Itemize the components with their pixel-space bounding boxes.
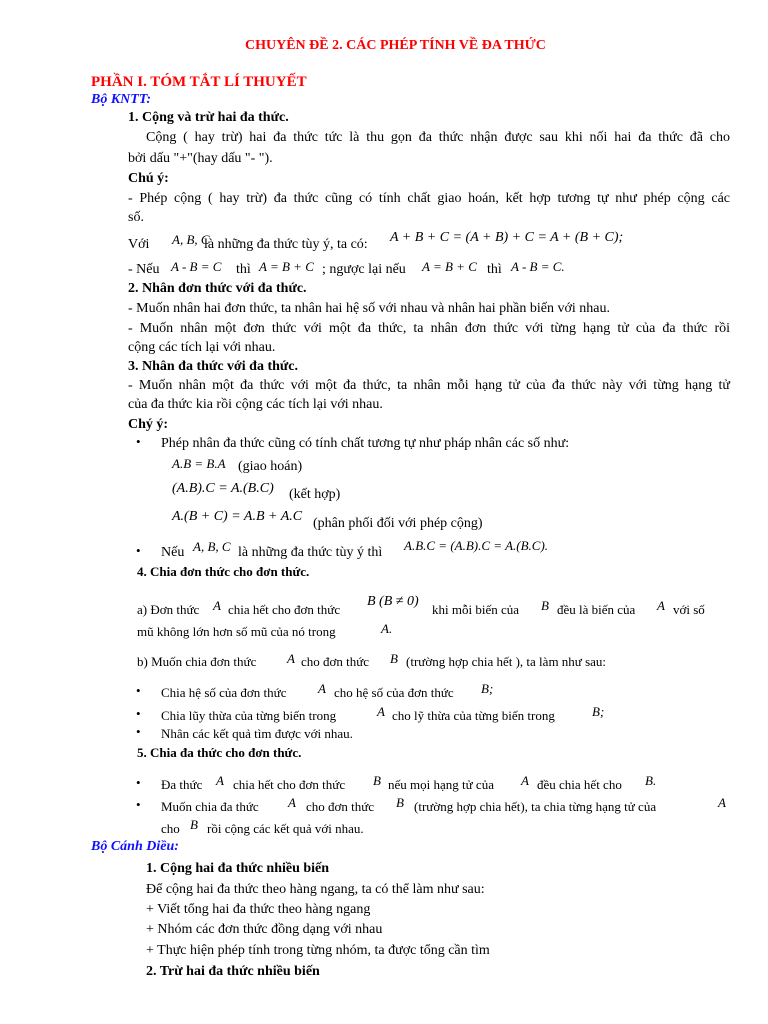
s4-item-1b: cho hệ số của đơn thức [334, 685, 454, 700]
note-2-heading: Chý ý: [128, 417, 169, 432]
with-text: Với [128, 237, 150, 252]
formula-commutative: A.B = B.A [172, 456, 226, 471]
var-B-dot: B. [645, 773, 657, 788]
formula-associative: (A.B).C = A.(B.C) [172, 481, 274, 496]
section-2-text-a: - Muốn nhân hai đơn thức, ta nhân hai hệ số với nhau và nhân hai phần biến với nhau. [128, 301, 610, 316]
cd-section-1-text-b: + Viết tổng hai đa thức theo hàng ngang [146, 902, 371, 917]
formula-commutative-label: (giao hoán) [238, 459, 303, 474]
var-B: B [396, 795, 404, 810]
s5-item-1a: Đa thức [161, 777, 203, 792]
var-A: A [718, 795, 726, 810]
bullet-icon: • [136, 683, 141, 698]
s4-a-text-5: với số [673, 602, 705, 617]
var-A-dot: A. [381, 621, 393, 636]
var-B-semi: B; [592, 704, 605, 719]
var-B: B [373, 773, 381, 788]
math-assoc-add: A + B + C = (A + B) + C = A + (B + C); [390, 230, 624, 245]
var-B-semi: B; [481, 681, 494, 696]
s4-b-text-2: cho đơn thức [301, 654, 370, 669]
var-A: A [318, 681, 326, 696]
book-canh-dieu-heading: Bộ Cánh Diều: [91, 839, 179, 854]
s5-item-2e: rồi cộng các kết quả với nhau. [207, 821, 364, 836]
math-eq2: A = B + C [259, 259, 314, 274]
section-2-text-b: - Muốn nhân một đơn thức với một đa thức, ta nhân đơn thức với từng hạng tử của đa thức rồi [128, 321, 730, 336]
s5-item-2a: Muốn chia đa thức [161, 799, 259, 814]
math-b-nonzero: B (B ≠ 0) [367, 594, 419, 609]
note-heading: Chú ý: [128, 171, 169, 186]
cd-section-1-text-c: + Nhóm các đơn thức đồng dạng với nhau [146, 922, 383, 937]
note-text: - Phép cộng ( hay trừ) đa thức cũng có tính chất giao hoán, kết hợp tương tự như phép cộng các [128, 191, 730, 206]
s4-a-text-6: mũ không lớn hơn số mũ của nó trong [137, 624, 336, 639]
var-A: A [213, 598, 221, 613]
section-3-heading: 3. Nhân đa thức với đa thức. [128, 359, 299, 374]
mul-prop-text: Phép nhân đa thức cũng có tính chất tương tự như pháp nhân các số như: [161, 436, 570, 451]
section-2-heading: 2. Nhân đơn thức với đa thức. [128, 281, 307, 296]
s4-item-1a: Chia hệ số của đơn thức [161, 685, 287, 700]
cd-section-2-heading: 2. Trừ hai đa thức nhiều biến [146, 964, 320, 979]
var-B: B [541, 598, 549, 613]
s5-item-1d: đều chia hết cho [537, 777, 622, 792]
cd-section-1-text-a: Để cộng hai đa thức theo hàng ngang, ta có thể làm như sau: [146, 882, 485, 897]
math-eq4: A - B = C. [511, 259, 565, 274]
cd-section-1-text-d: + Thực hiện phép tính trong từng nhóm, ta được tổng cần tìm [146, 943, 490, 958]
page-title: CHUYÊN ĐỀ 2. CÁC PHÉP TÍNH VỀ ĐA THỨC [245, 38, 546, 53]
s4-a-text-3: khi mỗi biến của [432, 602, 520, 617]
s5-item-2b: cho đơn thức [306, 799, 375, 814]
note-text-cont: số. [128, 210, 144, 225]
section-1-text: Cộng ( hay trừ) hai đa thức tức là thu gọn đa thức nhận được sau khi nối hai đa thức đã cho [146, 130, 730, 145]
s4-item-2a: Chia lũy thừa của từng biến trong [161, 708, 337, 723]
then-text: thì [236, 262, 251, 277]
math-eq3: A = B + C [422, 259, 477, 274]
bullet-icon: • [136, 434, 141, 449]
s4-a-text-2: chia hết cho đơn thức [228, 602, 341, 617]
math-abc-2: A, B, C [193, 539, 231, 554]
with-text-mid: là những đa thức tùy ý, ta có: [204, 237, 368, 252]
var-B: B [190, 817, 198, 832]
s4-item-3: Nhân các kết quả tìm được với nhau. [161, 726, 353, 741]
section-2-text-c: cộng các tích lại với nhau. [128, 340, 276, 355]
if2-text: Nếu [161, 545, 185, 560]
section-1-text-cont: bởi dấu "+"(hay dấu "- "). [128, 151, 273, 166]
math-abc: A, B, C [172, 232, 210, 247]
formula-distributive-label: (phân phối đối với phép cộng) [313, 516, 483, 531]
book-kntt-heading: Bộ KNTT: [91, 92, 152, 107]
s5-item-1b: chia hết cho đơn thức [233, 777, 346, 792]
then-text-2: thì [487, 262, 502, 277]
formula-associative-label: (kết hợp) [289, 487, 341, 502]
formula-triple-product: A.B.C = (A.B).C = A.(B.C). [404, 538, 549, 553]
section-3-text-a: - Muốn nhân một đa thức với một đa thức, ta nhân mỗi hạng tử của đa thức này với từng hạng tử [128, 378, 730, 393]
var-A: A [216, 773, 224, 788]
var-A: A [377, 704, 385, 719]
var-A: A [657, 598, 665, 613]
formula-distributive: A.(B + C) = A.B + A.C [172, 509, 303, 524]
if2-text-mid: là những đa thức tùy ý thì [238, 545, 383, 560]
s4-b-text-3: (trường hợp chia hết ), ta làm như sau: [406, 654, 607, 669]
s4-a-text-4: đều là biến của [557, 602, 636, 617]
s4-a-text-1: a) Đơn thức [137, 602, 200, 617]
section-5-heading: 5. Chia đa thức cho đơn thức. [137, 745, 302, 760]
section-1-heading: 1. Cộng và trừ hai đa thức. [128, 110, 289, 125]
if-text: - Nếu [128, 262, 160, 277]
var-A: A [521, 773, 529, 788]
var-A: A [288, 795, 296, 810]
s4-item-2b: cho lỹ thừa của từng biến trong [392, 708, 555, 723]
s5-item-2c: (trường hợp chia hết), ta chia từng hạng tử của [414, 799, 657, 814]
s5-item-2d: cho [161, 821, 180, 836]
bullet-icon: • [136, 724, 141, 739]
var-B: B [390, 651, 398, 666]
math-eq1: A - B = C [171, 259, 222, 274]
bullet-icon: • [136, 706, 141, 721]
var-A: A [287, 651, 295, 666]
converse-text: ; ngược lại nếu [322, 262, 406, 277]
part-heading: PHẦN I. TÓM TẮT LÍ THUYẾT [91, 74, 307, 90]
section-4-heading: 4. Chia đơn thức cho đơn thức. [137, 564, 310, 579]
bullet-icon: • [136, 543, 141, 558]
s4-b-text-1: b) Muốn chia đơn thức [137, 654, 257, 669]
cd-section-1-heading: 1. Cộng hai đa thức nhiều biến [146, 861, 330, 876]
s5-item-1c: nếu mọi hạng tử của [388, 777, 494, 792]
section-3-text-b: của đa thức kia rồi cộng các tích lại với nhau. [128, 397, 383, 412]
bullet-icon: • [136, 797, 141, 812]
bullet-icon: • [136, 775, 141, 790]
